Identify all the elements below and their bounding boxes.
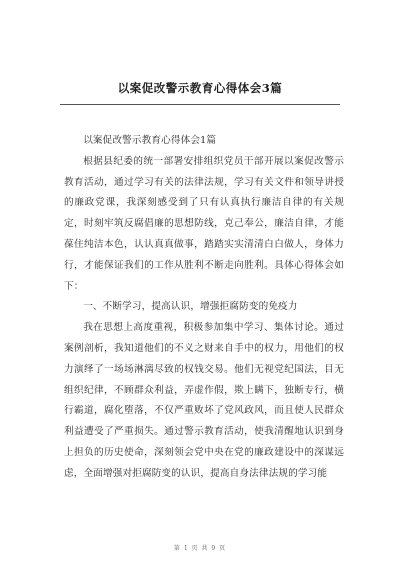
body-paragraph: 根据县纪委的统一部署安排组织党员干部开展以案促改警示教育活动，通过学习有关的法律法规，学习有关文件和领导讲授的廉政党课，我深刻感受到了只有认真执行廉洁自律的有关规定，时刻牢筑反腐倡廉的思想防线，克己奉公，廉洁自律，才能葆住纯洁本色，认认真真做事，踏踏实实清清白白做人，身体力行，才能保证我们的工作从胜利不断走向胜利。具体心得体会如下：	[64, 155, 344, 292]
section-heading: 一、不断学习，提高认识，增强拒腐防变的免疫力	[83, 301, 298, 313]
title-divider	[60, 104, 340, 105]
document-title: 以案促改警示教育心得体会3篇	[117, 81, 283, 95]
body-paragraph: 我在思想上高度重视，积极参加集中学习、集体讨论。通过案例剖析，我知道他们的不义之财来自手中的权力，用他们的权力演绎了一场场淋漓尽致的权钱交易。他们无视党纪国法，目无组织纪律，不顾群众利益，弄虚作假，欺上瞒下，独断专行，横行霸道，腐化堕落，不仅严重败坏了党风政风，而且使人民群众利益遭受了严重损失。通过警示教育活动，使我清醒地认识到身上担负的历史使命，深刻领会党中央在党的廉政建设中的深谋远虑，全面增强对拒腐防变的认识，提高自身法律法规的学习能	[64, 322, 344, 479]
section-heading: 以案促改警示教育心得体会1篇	[83, 135, 217, 146]
document-body	[64, 131, 344, 485]
page-number-footer: 第 1 页 共 9 页	[173, 545, 227, 552]
